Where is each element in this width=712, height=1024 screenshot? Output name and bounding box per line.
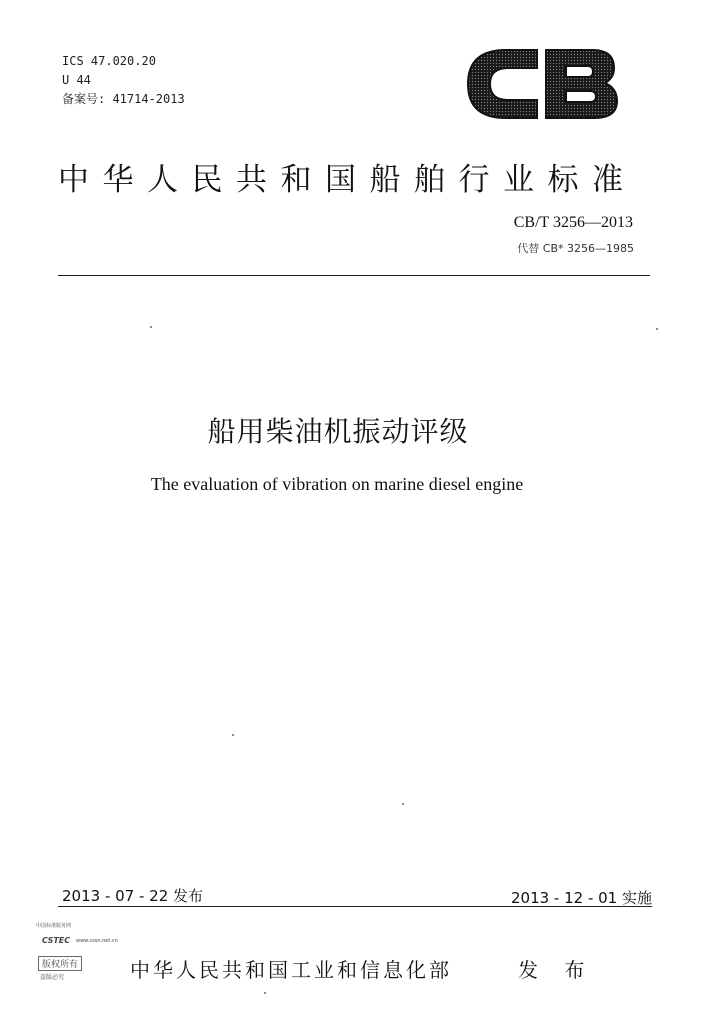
stamp-line: www.cssn.net.cn [76, 938, 118, 944]
cb-logo-icon [462, 44, 622, 124]
ics-code: ICS 47.020.20 [62, 54, 156, 68]
footer-divider [58, 906, 652, 907]
scan-speck [264, 992, 266, 994]
standard-number: CB/T 3256—2013 [513, 214, 633, 231]
header-divider [58, 275, 650, 276]
scan-speck [232, 734, 234, 736]
publish-label: 发 布 [518, 958, 595, 982]
issue-date: 2013 - 07 - 22 发布 [62, 887, 204, 905]
stamp-boxed-text: 版权所有 [38, 956, 82, 971]
issuing-authority: 中华人民共和国工业和信息化部 [130, 958, 452, 982]
implementation-date: 2013 - 12 - 01 实施 [510, 889, 652, 907]
scan-speck [150, 326, 152, 328]
scan-speck [656, 328, 658, 330]
replaced-standard: 代替 CB* 3256—1985 [517, 242, 634, 255]
record-number: 备案号: 41714-2013 [62, 92, 185, 106]
document-title-chinese: 船用柴油机振动评级 [207, 415, 469, 448]
stamp-brand: CSTEC [42, 936, 71, 945]
issuing-standard-category: 中华人民共和国船舶行业标准 [58, 162, 637, 198]
stamp-line: 中国标准服务网 [36, 923, 72, 929]
document-metadata [62, 52, 185, 109]
classification-code: U 44 [62, 73, 91, 87]
document-title-english: The evaluation of vibration on marine diesel engine [150, 474, 524, 494]
distribution-stamp [36, 922, 126, 982]
scan-speck [402, 803, 404, 805]
stamp-line: 盗版必究 [40, 974, 65, 981]
